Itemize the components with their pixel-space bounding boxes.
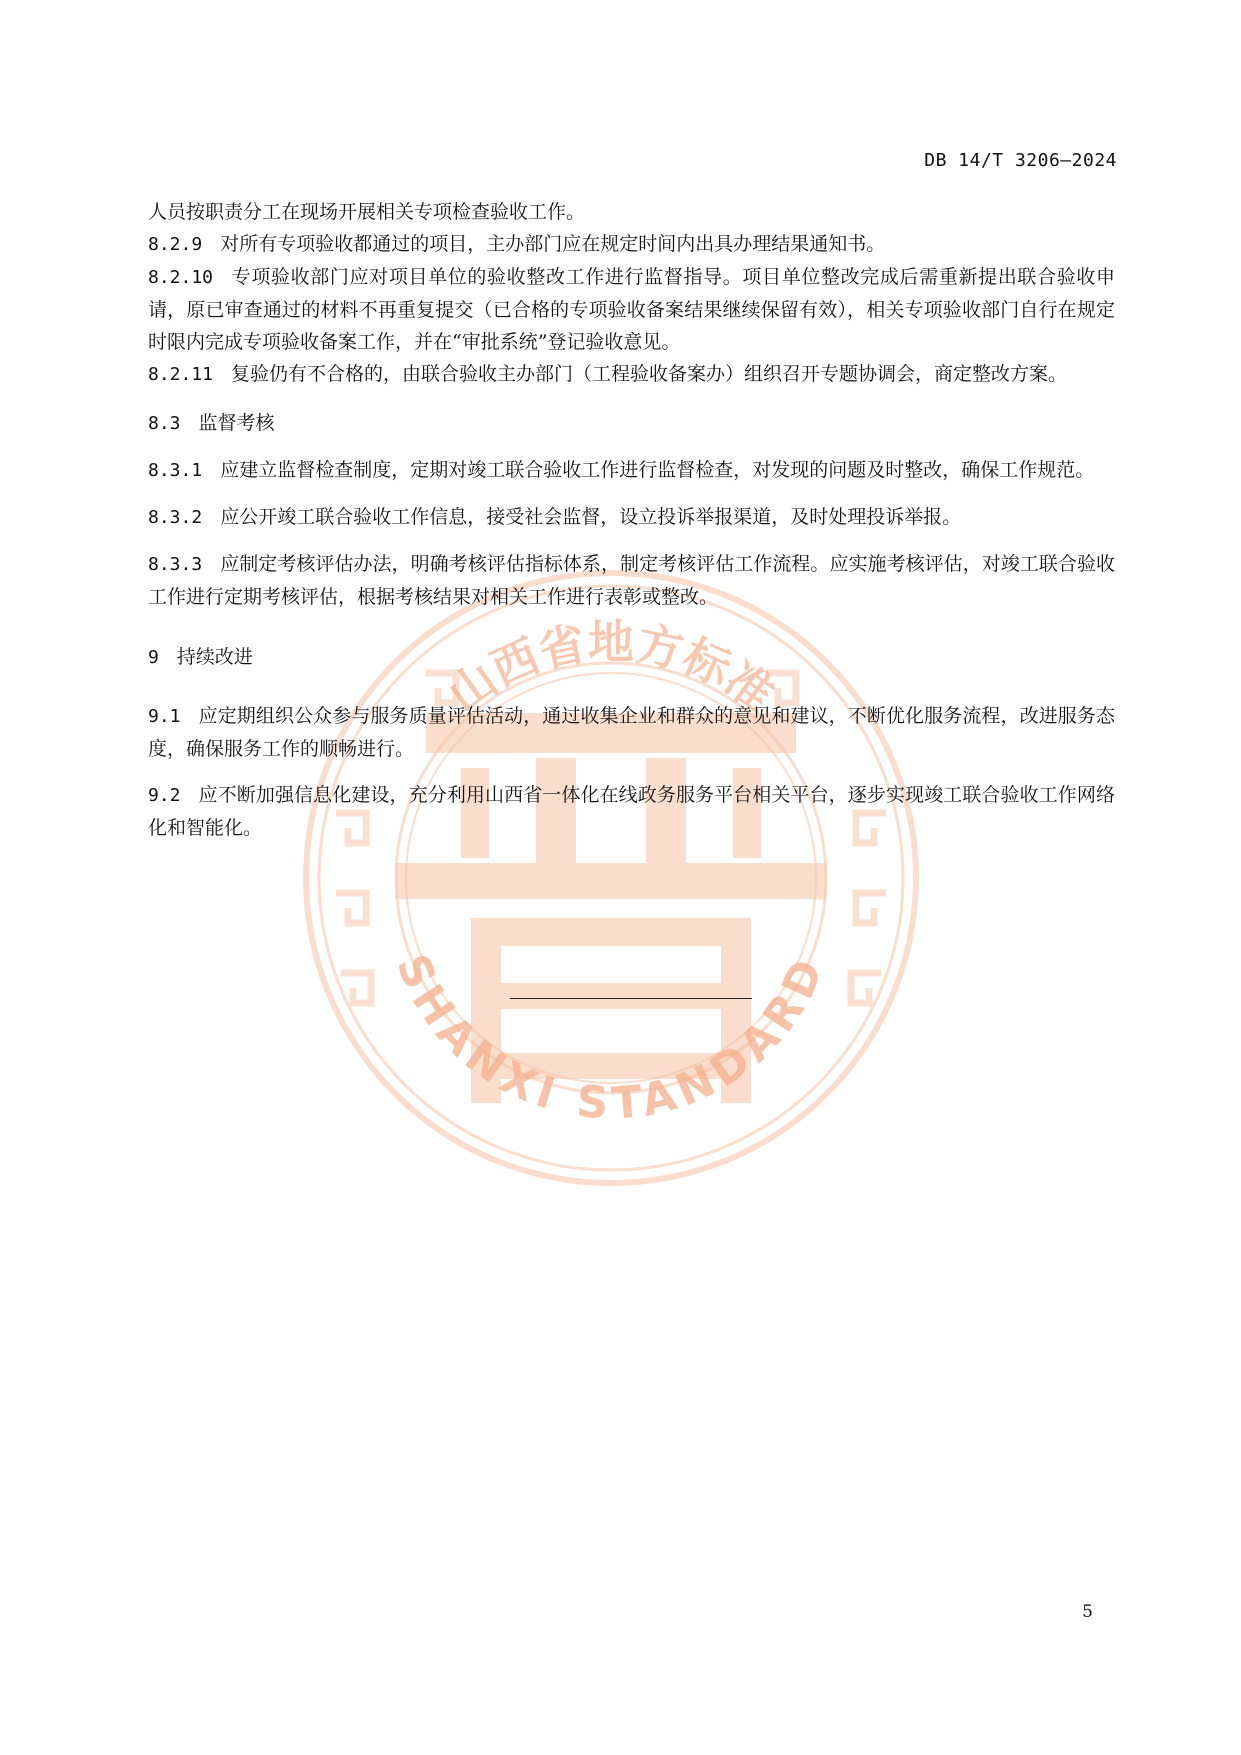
clause-8-3-2: [148, 501, 1115, 534]
clause-8-3-3: [148, 548, 1115, 613]
clause-text: 对所有专项验收都通过的项目，主办部门应在规定时间内出具办理结果通知书。: [220, 233, 886, 255]
clause-8-2-9: [148, 228, 1115, 261]
clause-text: 应定期组织公众参与服务质量评估活动，通过收集企业和群众的意见和建议，不断优化服务流程，改进服务态度，确保服务工作的顺畅进行。: [148, 705, 1115, 760]
section-heading-9: [148, 641, 1115, 674]
clause-9-1: [148, 700, 1115, 765]
clause-number: 8.3.2: [148, 507, 203, 528]
clause-text: 应建立监督检查制度，定期对竣工联合验收工作进行监督检查，对发现的问题及时整改，确保工作规范。: [220, 459, 1095, 481]
heading-number: 8.3: [148, 413, 181, 434]
seal-top-text: 山西省地方标准: [437, 615, 785, 723]
clause-text: 应公开竣工联合验收工作信息，接受社会监督，设立投诉举报渠道，及时处理投诉举报。: [220, 506, 962, 528]
clause-number: 8.2.11: [148, 364, 214, 385]
clause-number: 8.2.10: [148, 267, 214, 288]
seal-bottom-text: SHANXI STANDARD: [386, 946, 837, 1130]
clause-text: 复验仍有不合格的，由联合验收主办部门（工程验收备案办）组织召开专题协调会，商定整改方案。: [231, 363, 1068, 385]
clause-number: 9.1: [148, 706, 181, 727]
clause-text: 应不断加强信息化建设，充分利用山西省一体化在线政务服务平台相关平台，逐步实现竣工联合验收工作网络化和智能化。: [148, 784, 1115, 839]
clause-8-2-10: [148, 261, 1115, 358]
standard-code: DB 14/T 3206—2024: [924, 150, 1117, 171]
clause-9-2: [148, 779, 1115, 844]
heading-text: 持续改进: [176, 646, 253, 668]
clause-number: 8.2.9: [148, 234, 203, 255]
clause-text: 应制定考核评估办法，明确考核评估指标体系，制定考核评估工作流程。应实施考核评估，对竣工联合验收工作进行定期考核评估，根据考核结果对相关工作进行表彰或整改。: [148, 553, 1115, 608]
clause-number: 8.3.3: [148, 554, 203, 575]
clause-8-2-11: [148, 358, 1115, 391]
section-heading-8-3: [148, 407, 1115, 440]
heading-number: 9: [148, 647, 159, 668]
clause-number: 9.2: [148, 785, 181, 806]
document-body: [148, 196, 1115, 844]
clause-number: 8.3.1: [148, 460, 203, 481]
paragraph-text: 人员按职责分工在现场开展相关专项检查验收工作。: [148, 201, 586, 223]
end-of-document-line: [510, 998, 752, 999]
heading-text: 监督考核: [198, 412, 275, 434]
page-number: 5: [1082, 1602, 1093, 1622]
paragraph-continued: [148, 196, 1115, 228]
clause-text: 专项验收部门应对项目单位的验收整改工作进行监督指导。项目单位整改完成后需重新提出联合验收申请，原已审查通过的材料不再重复提交（已合格的专项验收备案结果继续保留有效），相关专项验收部门自行在规定时限内完成专项验收备案工作，并在“审批系统”登记验收意见。: [148, 266, 1115, 353]
clause-8-3-1: [148, 454, 1115, 487]
